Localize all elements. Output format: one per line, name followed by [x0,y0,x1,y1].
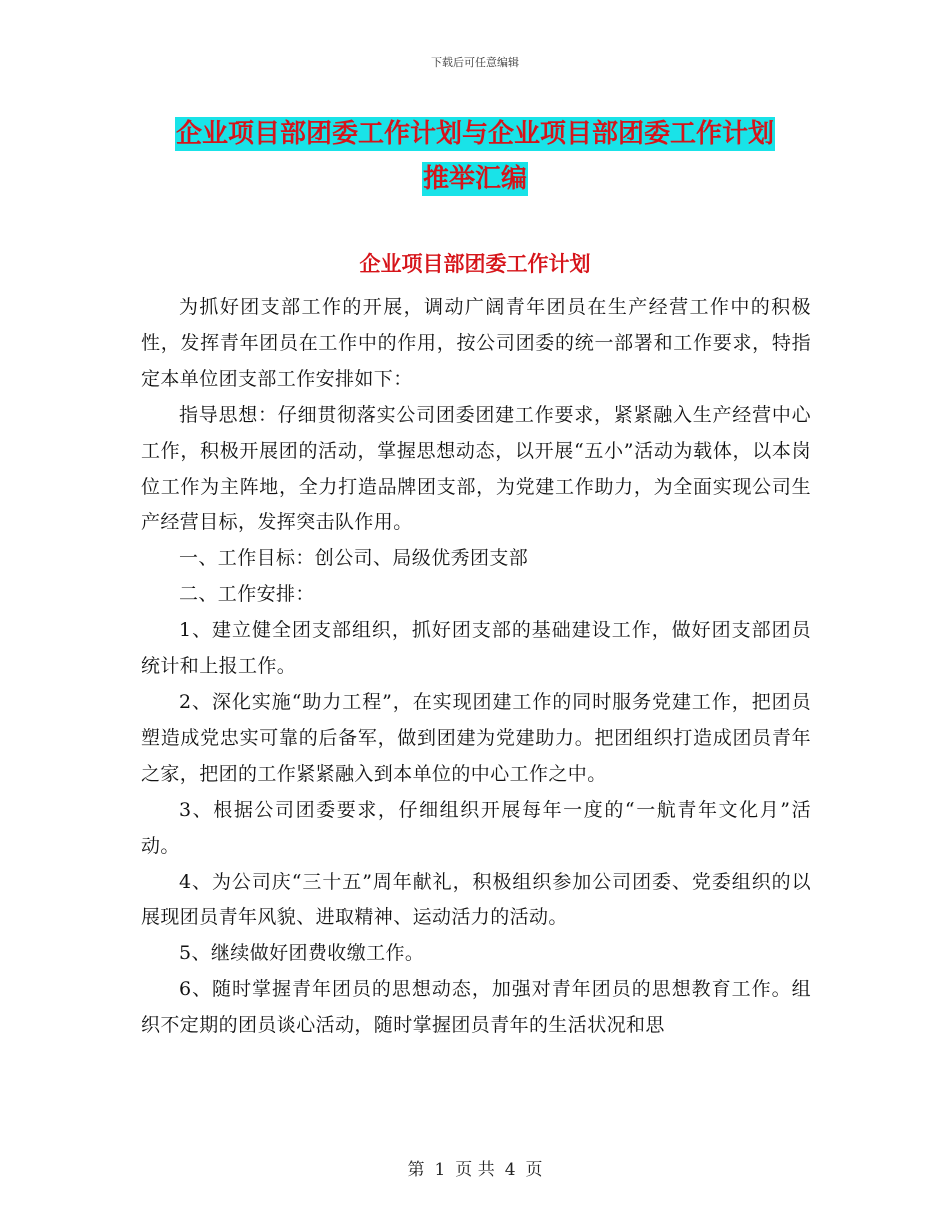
paragraph: 一、工作目标：创公司、局级优秀团支部 [179,547,529,570]
section-title: 企业项目部团委工作计划 [359,252,591,276]
paragraph: 指导思想：仔细贯彻落实公司团委团建工作要求，紧紧融入生产经营中心工作，积极开展团的活动，掌握思想动态，以开展“五小”活动为载体，以本岗位工作为主阵地，全力打造品牌团支部，为党建工作助力，为全面实现公司生产经营目标，发挥突击队作用。 [141,403,811,534]
page-number: 1 [434,1160,446,1180]
paragraph: 6、随时掌握青年团员的思想动态，加强对青年团员的思想教育工作。组织不定期的团员谈心活动，随时掌握团员青年的生活状况和思 [141,978,811,1037]
title-highlight-2: 推举汇编 [422,164,527,194]
footer-suffix: 页 [525,1160,543,1180]
paragraph: 2、深化实施“助力工程”，在实现团建工作的同时服务党建工作，把团员塑造成党忠实可靠的后备军，做到团建为党建助力。把团组织打造成团员青年之家，把团的工作紧紧融入到本单位的中心工作之中。 [141,690,811,785]
document-title-line-1 [0,113,950,150]
title-highlight-1: 企业项目部团委工作计划与企业项目部团委工作计划 [175,119,774,149]
header-note: 下载后可任意编辑 [431,56,519,69]
footer-prefix: 第 [407,1160,425,1180]
paragraph: 1、建立健全团支部组织，抓好团支部的基础建设工作，做好团支部团员统计和上报工作。 [141,619,811,678]
document-title-line-2 [0,158,950,195]
page-footer [0,1155,950,1180]
paragraph: 4、为公司庆“三十五”周年献礼，积极组织参加公司团委、党委组织的以展现团员青年风貌、进取精神、运动活力的活动。 [141,870,811,929]
paragraph: 3、根据公司团委要求，仔细组织开展每年一度的“一航青年文化月”活动。 [141,798,811,857]
paragraph: 为抓好团支部工作的开展，调动广阔青年团员在生产经营工作中的积极性，发挥青年团员在工作中的作用，按公司团委的统一部署和工作要求，特指定本单位团支部工作安排如下： [141,296,811,390]
body-text [141,290,811,1044]
paragraph: 二、工作安排： [179,583,315,606]
page-total: 4 [504,1160,516,1180]
footer-mid: 页 共 [455,1160,495,1180]
paragraph: 5、继续做好团费收缴工作。 [179,942,425,965]
